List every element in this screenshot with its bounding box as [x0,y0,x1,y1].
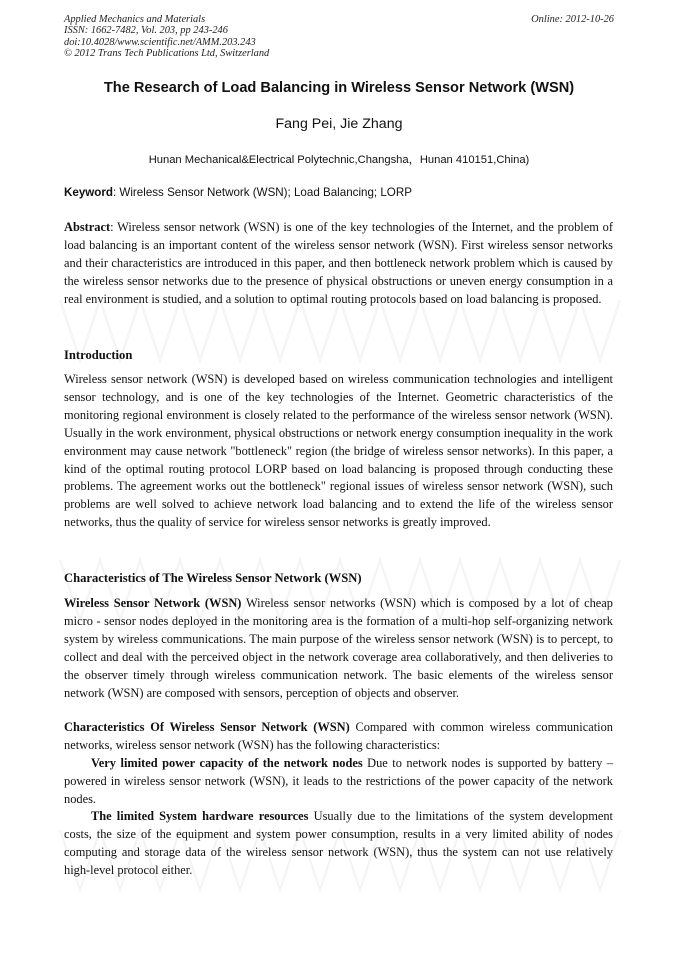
hardware-resources-paragraph [64,808,613,880]
hardware-resources-text: Usually due to the limitations of the system development costs, the size of the equipment and system power consumption, results in a very limited ability of nodes computing and storage data of the wireless sensor network (WSN), thus the system can not use relatively high-level protocol either. [64,809,613,877]
wsn-characteristics-text: Compared with common wireless communication networks, wireless sensor network (WSN) has the following characteristics: [64,720,613,752]
online-date: Online: 2012-10-26 [531,14,614,25]
abstract-label: Abstract [64,220,111,234]
wsn-definition-paragraph [64,595,613,702]
introduction-paragraph: Wireless sensor network (WSN) is developed based on wireless communication technologies and intelligent sensor technology, and is one of the key technologies of the Internet. Geometric characteristics of the monitoring regional environment is closely related to the performance of the wireless sensor network (WSN). Usually in the work environment, physical obstructions or network energy consumption inequality in the work environment may cause network "bottleneck" region (the bridge of wireless sensor networks). In this paper, a kind of the optimal routing protocol LORP based on load balancing is proposed through conducting these problems. The agreement works out the bottleneck" regional issues of wireless sensor network (WSN), such problems are well solved to achieve network load balancing and to extend the life of the wireless sensor networks, thus the quality of service for wireless sensor networks is greatly improved. [64,372,613,530]
abstract-paragraph [64,219,613,309]
wsn-definition-label: Wireless Sensor Network (WSN) [64,596,242,610]
characteristics-heading: Characteristics of The Wireless Sensor Network (WSN) [64,571,362,585]
abstract-text: : Wireless sensor network (WSN) is one of the key technologies of the Internet, and the problem of load balancing is an important content of the wireless sensor network (WSN). First wireless sensor networks and their characteristics are introduced in this paper, and then bottleneck network problem which is caused by the wireless sensor networks due to the presence of physical obstructions or uneven energy consumption in a real environment is studied, and a solution to optimal routing protocols based on load balancing is proposed. [64,220,613,306]
power-capacity-paragraph [64,755,613,809]
author-affiliation: Hunan Mechanical&Electrical Polytechnic,Changsha，Hunan 410151,China) [148,154,530,166]
power-capacity-text: Due to network nodes is supported by battery –powered in wireless sensor network (WSN), it leads to the restrictions of the power capacity of the network nodes. [64,756,613,806]
keyword-label: Keyword [64,186,113,199]
copyright-line: © 2012 Trans Tech Publications Ltd, Switzerland [64,48,270,60]
hardware-resources-label: The limited System hardware resources [91,809,309,823]
paper-title: The Research of Load Balancing in Wireless Sensor Network (WSN) [103,80,575,96]
paper-authors: Fang Pei, Jie Zhang [275,116,403,132]
keyword-line [64,186,614,199]
wsn-characteristics-paragraph [64,719,613,755]
journal-header [64,14,269,60]
introduction-heading: Introduction [64,348,133,362]
wsn-definition-text: Wireless sensor networks (WSN) which is composed by a lot of cheap micro - sensor nodes deployed in the monitoring area is the formation of a multi-hop self-organizing network system by wireless communications. The main purpose of the wireless sensor network (WSN) is to percept, to collect and deal with the perceived object in the network coverage area collaboratively, and then deliveries to the observer timely through wireless communication network. The basic elements of the wireless sensor network (WSN) are composed with sensors, perception of objects and observer. [64,596,613,700]
issn-line: ISSN: 1662-7482, Vol. 203, pp 243-246 [64,25,228,37]
doi-line: doi:10.4028/www.scientific.net/AMM.203.243 [64,36,256,48]
wsn-characteristics-label: Characteristics Of Wireless Sensor Network (WSN) [64,720,350,734]
journal-name: Applied Mechanics and Materials [64,14,206,25]
keyword-text: : Wireless Sensor Network (WSN); Load Balancing; LORP [112,186,412,199]
power-capacity-label: Very limited power capacity of the network nodes [91,756,363,770]
